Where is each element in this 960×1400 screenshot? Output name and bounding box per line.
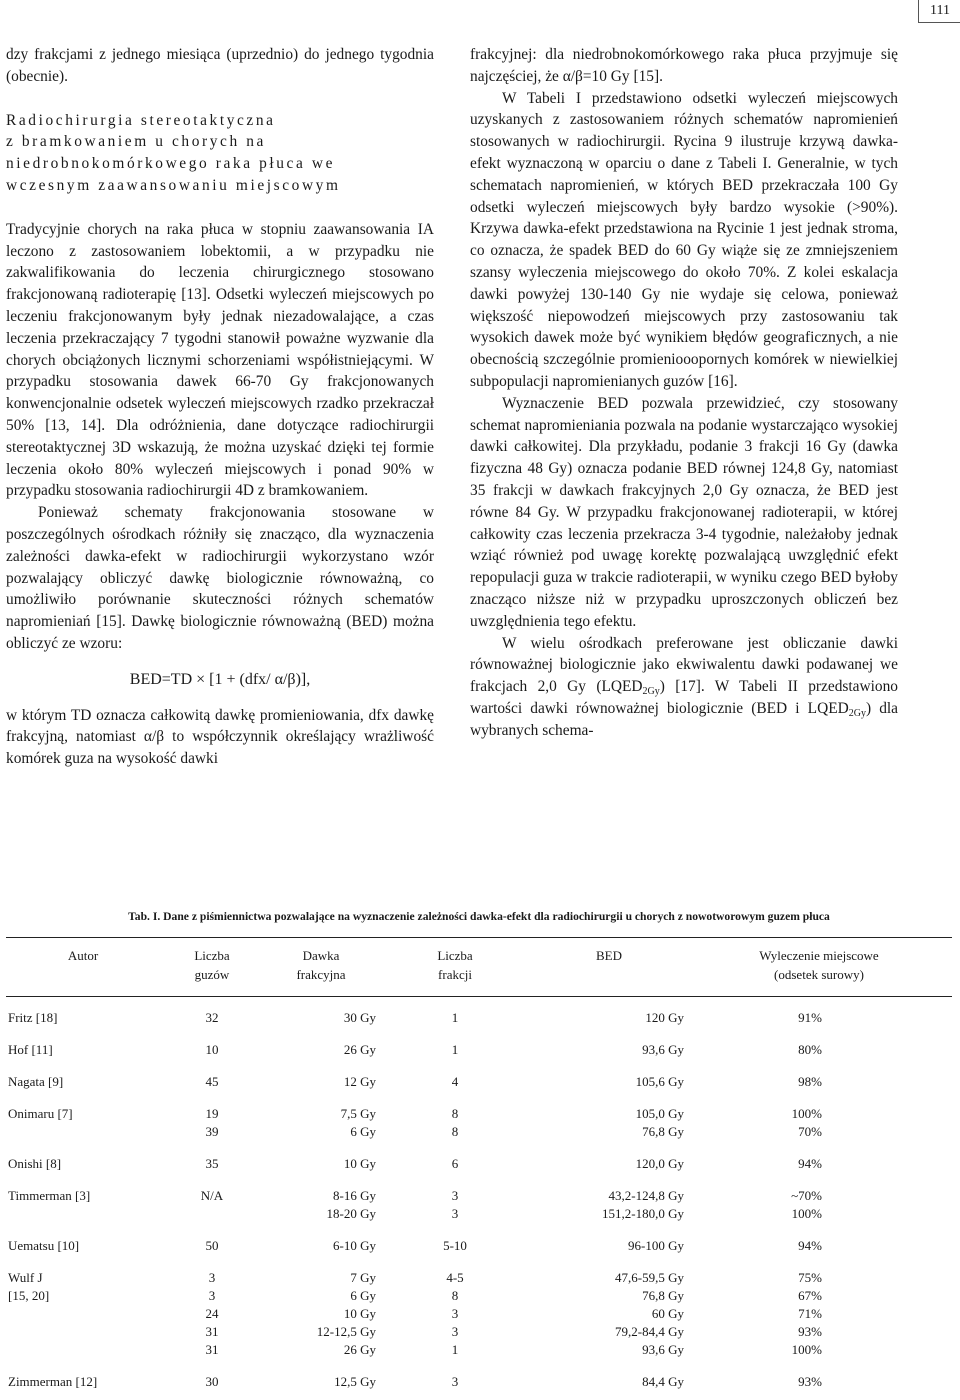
- table-row: [6, 1255, 952, 1287]
- cell-fractions: 8: [451, 1288, 459, 1303]
- data-table: [6, 937, 952, 1391]
- cell-control: 71%: [798, 1306, 822, 1321]
- cell-bed: 93,6 Gy: [642, 1342, 684, 1357]
- cell-bed: 120,0 Gy: [635, 1156, 684, 1171]
- cell-author: Timmerman [3]: [8, 1188, 91, 1203]
- cell-fractions: 4-5: [446, 1270, 464, 1285]
- table-row: [6, 1359, 952, 1391]
- section-heading-line: niedrobnokomórkowego raka płuca we: [6, 155, 336, 173]
- cell-author: Onishi [8]: [8, 1156, 62, 1171]
- cell-fractions: 3: [451, 1324, 459, 1339]
- cell-fractions: 5-10: [443, 1238, 467, 1253]
- cell-dose: 26 Gy: [343, 1342, 376, 1357]
- page-number: 111: [918, 0, 960, 23]
- left-paragraph-1: dzy frakcjami z jednego miesiąca (uprzednio) do jednego tygodnia (obecnie).: [6, 46, 434, 85]
- section-heading-line: z bramkowaniem u chorych na: [6, 133, 266, 151]
- cell-author: Hof [11]: [8, 1042, 53, 1057]
- cell-bed: 76,8 Gy: [642, 1124, 684, 1139]
- cell-bed: 60 Gy: [651, 1306, 684, 1321]
- right-paragraph-1: frakcyjnej: dla niedrobnokomórkowego raka płuca przyjmuje się najczęściej, że α/β=10 Gy [15].: [470, 46, 898, 85]
- cell-bed: 84,4 Gy: [642, 1374, 684, 1389]
- cell-fractions: 3: [451, 1374, 459, 1389]
- cell-tumors: [160, 1205, 264, 1223]
- cell-author: [6, 1341, 160, 1359]
- cell-dose: 6 Gy: [350, 1124, 376, 1139]
- cell-author: [6, 1205, 160, 1223]
- cell-bed: 96-100 Gy: [628, 1238, 684, 1253]
- cell-author: Nagata [9]: [8, 1074, 64, 1089]
- text-run: W wielu ośrodkach preferowane jest obliczanie dawki równoważnej biologicznie jako ekwiwalentu dawki podawanej we frakcjach 2,0 Gy (LQED: [470, 634, 898, 696]
- cell-control: 93%: [798, 1374, 822, 1389]
- cell-dose: 6 Gy: [350, 1288, 376, 1303]
- section-heading-line: Radiochirurgia stereotaktyczna: [6, 111, 276, 129]
- table-row: [6, 1341, 952, 1359]
- cell-tumors: 3: [208, 1288, 216, 1303]
- cell-bed: 43,2-124,8 Gy: [608, 1188, 684, 1203]
- table-title: Tab. I. Dane z piśmiennictwa pozwalające na wyznaczenie zależności dawka-efekt dla radiochirurgii u chorych z nowotworowym guzem płuca: [128, 910, 830, 923]
- cell-fractions: 1: [451, 1042, 459, 1057]
- cell-bed: 105,6 Gy: [635, 1074, 684, 1089]
- table-row: [6, 1091, 952, 1123]
- left-paragraph-2: Tradycyjnie chorych na raka płuca w stopniu zaawansowania IA leczono z zastosowaniem lobektomii, a w przypadku nie zakwalifikowania do leczenia chirurgicznego stosowano frakcjonowaną radioterapię [13]. Odsetki wyleczeń miejscowych po leczeniu frakcjonowanym były jednak niezadowalające, a czas leczenia przekraczający 7 tygodni stanowił poważne wyzwanie dla chorych obciążonych licznymi schorzeniami współistniejącymi. W przypadku stosowania dawek 66-70 Gy frakcjonowanych konwencjonalnie odsetek wyleczeń miejscowych rzadko przekraczał 50% [13, 14]. Dla odróżnienia, dane dotyczące radiochirurgii stereotaktycznej 3D wskazują, że można uzyskać dzięki tej formie leczenia około 80% wyleczeń miejscowych i ponad 90% w przypadku stosowania radiochirurgii 4D z bramkowaniem.: [6, 220, 434, 500]
- table-row: [6, 1323, 952, 1341]
- cell-tumors: 10: [205, 1042, 219, 1057]
- right-paragraph-2: W Tabeli I przedstawiono odsetki wyleczeń miejscowych uzyskanych z zastosowaniem różnych schematów napromienień stosowanych w radiochirurgii. Rycina 9 ilustruje krzywą dawka-efekt wyznaczoną w oparciu o dane z Tabeli I. Generalnie, w tych schematach napromienień, w których BED przekraczała 100 Gy odsetki wyleczeń miejscowych były bardzo wysokie (>90%). Krzywa dawka-efekt przedstawiona na Rycinie 1 jest jednak stroma, co oznacza, że spadek BED do 60 Gy wiąże się ze zmniejszeniem szansy wyleczenia miejscowego do około 70%. Z kolei eskalacja dawki powyżej 130-140 Gy nie wydaje się celowa, ponieważ większość niepowodzeń miejscowych przy zastosowaniu tak wysokich dawek może być wynikiem błędów geograficznych, a nie obecnością szczególnie promieniooopornych komórek w niewielkiej subpopulacji napromienianych guzów [16].: [470, 89, 898, 390]
- cell-tumors: 45: [205, 1074, 219, 1089]
- text-run: ) dla wybranych schema-: [470, 699, 899, 739]
- cell-tumors: 24: [205, 1306, 219, 1321]
- left-paragraph-3: Ponieważ schematy frakcjonowania stosowane w poszczególnych ośrodkach różniły się znacząco, dla wyznaczenia zależności dawka-efekt w radiochirurgii wykorzystano wzór pozwalający obliczyć dawkę biologicznie równoważną, co umożliwiło porównanie skuteczności różnych schematów napromieniań [15]. Dawkę biologicznie równoważną (BED) można obliczyć ze wzoru:: [6, 504, 434, 652]
- cell-tumors: 30: [205, 1374, 219, 1389]
- table-1: [6, 910, 952, 1391]
- right-paragraph-3: Wyznaczenie BED pozwala przewidzieć, czy stosowany schemat napromieniania pozwala na podanie wystarczająco wysokiej dawki całkowitej. Dla przykładu, podanie 3 frakcji 16 Gy (dawka fizyczna 48 Gy) oznacza podanie BED równej 124,8 Gy, natomiast 35 frakcji w dawkach frakcyjnych 2,0 Gy oznacza, że BED jest równe 84 Gy. W przypadku frakcjonowanej radioterapii, w której całkowity czas leczenia przekracza 3-4 tygodnie, należałoby jednak wziąć również pod uwagę korektę pozwalającą uwzględnić efekt repopulacji guza w trakcie radioterapii, w wyniku czego BED byłoby znacząco niższe niż w przypadku uproszczonych obliczeń bez uwzględnienia tego efektu.: [470, 394, 898, 630]
- cell-tumors: 31: [205, 1324, 219, 1339]
- cell-author: [15, 20]: [8, 1288, 50, 1303]
- cell-bed: 120 Gy: [645, 1010, 684, 1025]
- cell-control: 91%: [798, 1010, 822, 1025]
- cell-dose: 7,5 Gy: [340, 1106, 376, 1121]
- cell-author: [6, 1123, 160, 1141]
- cell-tumors: 31: [205, 1342, 219, 1357]
- cell-author: [6, 1323, 160, 1341]
- cell-control: 100%: [791, 1106, 822, 1121]
- cell-dose: 26 Gy: [343, 1042, 376, 1057]
- cell-dose: 12,5 Gy: [334, 1374, 376, 1389]
- cell-control: 93%: [798, 1324, 822, 1339]
- table-row: [6, 997, 952, 1028]
- header-author: Autor: [6, 938, 160, 997]
- section-heading-line: wczesnym zaawansowaniu miejscowym: [6, 176, 341, 194]
- table-header-row: [6, 938, 952, 997]
- cell-control: 75%: [798, 1270, 822, 1285]
- cell-tumors: 50: [205, 1238, 219, 1253]
- cell-dose: 10 Gy: [343, 1156, 376, 1171]
- text-run: ) [17]. W Tabeli II przedstawiono wartości dawki równoważnej biologicznie (BED i LQED: [470, 678, 898, 717]
- right-column: [470, 44, 898, 742]
- left-paragraph-4: w którym TD oznacza całkowitą dawkę promieniowania, dfx dawkę frakcyjną, natomiast α/β to współczynnik określający wrażliwość komórek guza na wysokość dawki: [6, 706, 434, 768]
- cell-author: Fritz [18]: [8, 1010, 58, 1025]
- cell-fractions: 4: [451, 1074, 459, 1089]
- cell-control: 100%: [791, 1342, 822, 1357]
- table-row: [6, 1027, 952, 1059]
- cell-dose: 18-20 Gy: [326, 1206, 376, 1221]
- section-heading: [6, 110, 434, 197]
- cell-dose: 8-16 Gy: [333, 1188, 376, 1203]
- table-row: [6, 1059, 952, 1091]
- cell-bed: 105,0 Gy: [635, 1106, 684, 1121]
- cell-author: Zimmerman [12]: [8, 1374, 98, 1389]
- cell-bed: 93,6 Gy: [642, 1042, 684, 1057]
- header-fractions: Liczba frakcji: [378, 938, 532, 997]
- cell-fractions: 1: [451, 1010, 459, 1025]
- cell-fractions: 1: [451, 1342, 459, 1357]
- cell-control: 80%: [798, 1042, 822, 1057]
- cell-control: 100%: [791, 1206, 822, 1221]
- cell-fractions: 8: [451, 1106, 459, 1121]
- cell-control: 98%: [798, 1074, 822, 1089]
- cell-dose: 12-12,5 Gy: [316, 1324, 376, 1339]
- cell-fractions: 3: [451, 1206, 459, 1221]
- cell-author: [6, 1305, 160, 1323]
- cell-control: 94%: [798, 1238, 822, 1253]
- cell-bed: 79,2-84,4 Gy: [615, 1324, 684, 1339]
- cell-dose: 6-10 Gy: [333, 1238, 376, 1253]
- cell-bed: 76,8 Gy: [642, 1288, 684, 1303]
- cell-dose: 10 Gy: [343, 1306, 376, 1321]
- table-row: [6, 1173, 952, 1205]
- header-tumors: Liczba guzów: [160, 938, 264, 997]
- cell-fractions: 8: [451, 1124, 459, 1139]
- cell-tumors: 35: [205, 1156, 219, 1171]
- cell-bed: 151,2-180,0 Gy: [602, 1206, 684, 1221]
- cell-control: 94%: [798, 1156, 822, 1171]
- subscript: 2Gy: [642, 686, 660, 698]
- cell-tumors: 32: [205, 1010, 219, 1025]
- cell-fractions: 3: [451, 1306, 459, 1321]
- cell-author: Onimaru [7]: [8, 1106, 73, 1121]
- cell-author: Wulf J: [8, 1270, 43, 1285]
- cell-author: Uematsu [10]: [8, 1238, 80, 1253]
- table-row: [6, 1123, 952, 1141]
- cell-control: 70%: [798, 1124, 822, 1139]
- cell-control: 67%: [798, 1288, 822, 1303]
- cell-fractions: 6: [451, 1156, 459, 1171]
- table-row: [6, 1141, 952, 1173]
- table-row: [6, 1305, 952, 1323]
- cell-dose: 12 Gy: [343, 1074, 376, 1089]
- table-row: [6, 1223, 952, 1255]
- cell-dose: 30 Gy: [343, 1010, 376, 1025]
- cell-tumors: 3: [208, 1270, 216, 1285]
- left-column: [6, 44, 434, 770]
- table-row: [6, 1287, 952, 1305]
- table-row: [6, 1205, 952, 1223]
- header-bed: BED: [532, 938, 686, 997]
- subscript: 2Gy: [848, 707, 866, 719]
- cell-tumors: 39: [205, 1124, 219, 1139]
- header-local-control: Wyleczenie miejscowe (odsetek surowy): [686, 938, 952, 997]
- cell-tumors: N/A: [200, 1188, 224, 1203]
- cell-bed: 47,6-59,5 Gy: [615, 1270, 684, 1285]
- right-paragraph-4: [470, 633, 898, 742]
- header-dose: Dawka frakcyjna: [264, 938, 378, 997]
- cell-dose: 7 Gy: [350, 1270, 376, 1285]
- cell-tumors: 19: [205, 1106, 219, 1121]
- bed-formula: BED=TD × [1 + (dfx/ α/β)],: [129, 670, 311, 688]
- cell-control: ~70%: [791, 1188, 822, 1203]
- cell-fractions: 3: [451, 1188, 459, 1203]
